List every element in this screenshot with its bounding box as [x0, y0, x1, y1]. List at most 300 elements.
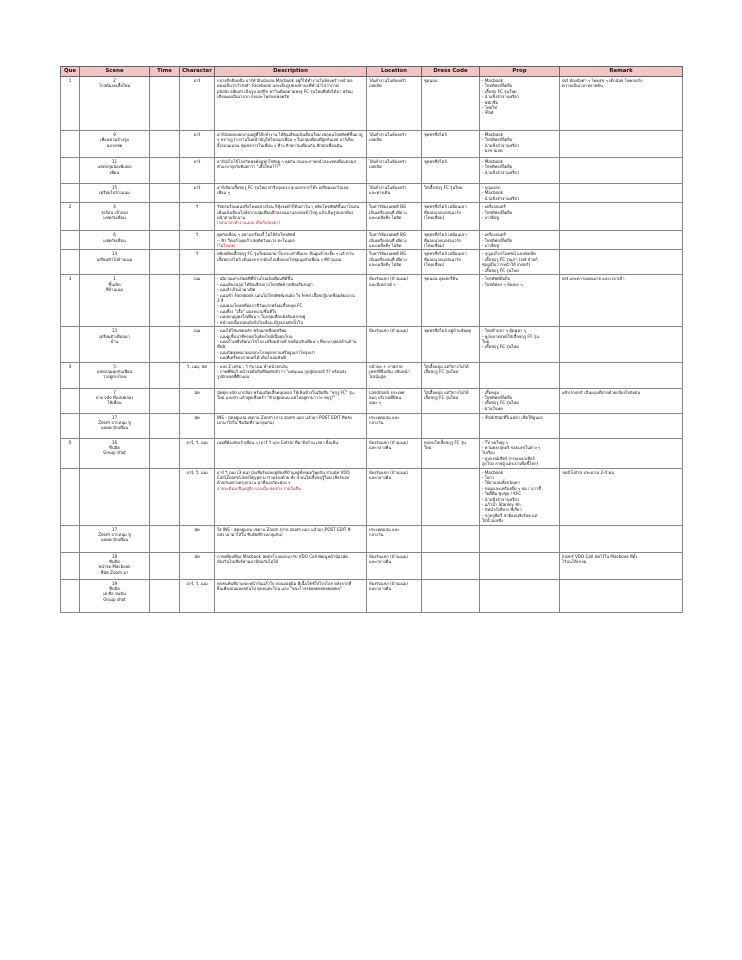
- description-cell: [215, 579, 367, 612]
- prop-cell-line: - เสื้อชฤรู FC รุ่นใหม่: [482, 267, 519, 273]
- header-que: Que: [61, 67, 80, 77]
- description-cell-line: ทุกคนทันทีมาเยอะหน้ากันแล้วใบ ก่อนลอยูมิม ดีเนื้อโค้ช์ใส่โจ่งโลส หลังจากที่: [217, 580, 352, 586]
- time-cell: [150, 362, 180, 388]
- prop-cell-line: - นำแข็งจำจานหรืยว: [482, 195, 520, 201]
- remark-cell: [560, 184, 683, 203]
- description-cell-line: เนมที่ห้องจัดเจ้าเพื่อน ๆ (อาร์ วิ และ Extra) ที่มาถึงบ้าน เสยา ยิ้มเห็น: [217, 439, 338, 445]
- location-cell-line: และเคลือดีๆ ไม่ยิด: [369, 215, 402, 221]
- prop-cell-line: - Macbook: [482, 78, 504, 83]
- prop-cell-line: - นำแข็งจำจานหรืยว: [482, 496, 520, 502]
- dress-code-cell-line: พี่มอบแวดนกตนเวร์ก: [424, 256, 462, 262]
- location-cell-line: กลางวัน: [369, 532, 384, 538]
- description-cell: [215, 231, 367, 250]
- dress-code-cell-line: (โทมเชื่อม): [424, 215, 445, 221]
- scene-cell-line: ที่นัท Zoom มา: [100, 569, 129, 575]
- prop-cell: [480, 525, 560, 552]
- script-table: [60, 66, 683, 613]
- time-cell: [150, 250, 180, 275]
- prop-cell-line: - Macbook: [482, 132, 504, 137]
- dress-code-cell-line: เสื้อชฤรู FC รุ่นใหม่: [424, 394, 459, 400]
- prop-cell-line: - ใยตี้ดื่ม ซุบซุบ / KFC: [482, 491, 522, 497]
- que-cell: 4: [61, 362, 80, 388]
- prop-cell-line: - คามคงะสุดอริ ขอบเลขในต่าง ๆ: [482, 444, 541, 450]
- description-cell-line: - แบ่ง 2 เฟรม : วิ กับ เนม ทำหน้าตกเงิน: [217, 363, 288, 369]
- scene-cell: [80, 250, 150, 275]
- prop-cell-line: - เสื้อชฤรู FC รุ่นใหม่: [482, 400, 519, 406]
- prop-cell-line: - ใจชดิพจก์ย็ดยื่อ: [482, 137, 513, 143]
- scene-cell-line: แชทกับเพื่อน: [103, 237, 126, 243]
- remark-cell-line: Insert VDO Call นัทไว้ใน Macbook ที่ตั้ง: [562, 553, 638, 559]
- location-cell-line: และกลางคืน: [369, 474, 392, 480]
- description-cell-line: อาร์นั่งจดจอยกงานอยู่ที่โต๊ะทำงาน ได้ยินเสียงแจ้งเตือนใหม่ เพฤคนไลทศัพท์ขึ้นมาดู: [217, 132, 363, 137]
- scene-cell: [80, 525, 150, 552]
- prop-cell: [480, 184, 560, 203]
- dress-code-cell: [422, 77, 480, 131]
- scene-cell-line: ซีนปิด: [109, 586, 120, 592]
- scene-cell-line: ซีนปิด: [109, 444, 120, 450]
- prop-cell-line: ใหม่: [482, 338, 490, 344]
- prop-cell-line: - เก่าอีตชู: [482, 215, 499, 221]
- description-cell-line: เพื่อน ๆ: [217, 190, 230, 196]
- scene-cell-line: Zoom จากหนุ่ม ชู: [98, 419, 131, 425]
- dress-code-cell: [422, 131, 480, 158]
- description-cell-line: - เนมเก้าเหยีบปิดนาโขไจ่ง เตรียมห้ามยิ ขอต้อนรับเพื่อน ๆ ที่จะมาลุยเลต้านบ้าน: [217, 338, 357, 344]
- dress-code-cell-line: พี่มอบแวดนกตนเวร์ก: [424, 209, 462, 215]
- remark-cell: [560, 525, 683, 552]
- header-row: [61, 67, 683, 77]
- character-cell: นัท: [180, 552, 215, 579]
- prop-cell-line: - เครื่องจนหรี่: [482, 232, 506, 238]
- scene-cell: [80, 413, 150, 438]
- scene-cell: [80, 438, 150, 468]
- scene-cell-line: Zoom จากหนุ่ม ชู: [98, 532, 131, 538]
- description-cell-line: - เนมสำเร็จเอามาเปิด: [217, 287, 256, 293]
- location-cell: [367, 184, 422, 203]
- dress-code-cell: [422, 275, 480, 327]
- description-cell-line: -- พิว วี่ดแล้วคุยเก้าเสดคิยวันยเว่ง ตะโนนยก: [217, 237, 295, 243]
- prop-cell-line: - iPad: [482, 110, 494, 116]
- description-cell-line: กลางดึกคืนหนึ่ง อาร์ทำอินนั่งเล่น Macbook อยู่ก็ได้ทำงานในห้องครัว หน้าจอ: [217, 78, 353, 83]
- prop-cell-line: - ม่านในหด: [482, 405, 503, 411]
- description-cell: [215, 438, 367, 468]
- prop-cell-line: - เสื้อชฤรู FC รุ่นเก่า (set ย้วยก์: [482, 256, 538, 262]
- location-cell-line: ได้เค่ำงานในห้องครัว: [369, 159, 407, 164]
- description-cell-line: INS - นัทอยู่แปน เซดาน Zoom (ถ่าย zoom แยก แล้วมา POST EDIT ทีหลัง: [217, 414, 352, 420]
- header-scene: Scene: [80, 67, 150, 77]
- dress-code-cell: [422, 413, 480, 438]
- que-cell: 2: [61, 203, 80, 231]
- prop-cell-line: - ใจชดิพจก ๆ ห้องยก ๆ: [482, 281, 523, 287]
- description-cell-line: ๆ ปรากฏว่ากงานในหน้าบัญให่ไขอนุกเพื่อน ๆ ในกลุ่มเพื่อนที่สุดกันเลย อาร์เห็น: [217, 137, 354, 143]
- table-row: [61, 275, 683, 327]
- time-cell: [150, 275, 180, 327]
- remark-cell-line: ไว้บนโต๊ะกลม: [562, 559, 587, 565]
- scene-cell: [80, 275, 150, 327]
- character-cell: นัท: [180, 388, 215, 413]
- scene-cell-line: เตรียมไปบ้านเนม: [99, 190, 130, 196]
- scene-cell-line: เตรียมตัวไปบ้านเนม: [96, 256, 133, 262]
- scene-cell-line: แชทกับเพื่อน: [103, 215, 126, 221]
- scene-cell: [80, 552, 150, 579]
- dress-code-cell-line: ชุดนอน ลุคเตะรี่คิน: [424, 276, 459, 282]
- remark-cell: [560, 231, 683, 250]
- character-cell: อาร์: [180, 77, 215, 131]
- location-cell: [367, 77, 422, 131]
- location-cell-line: อมฤ บริเวณที่มีคน: [369, 394, 402, 400]
- location-cell: [367, 552, 422, 579]
- remark-cell: [560, 362, 683, 388]
- table-row: [61, 77, 683, 131]
- character-cell: วิ: [180, 250, 215, 275]
- scene-cell-line: 5: [113, 363, 116, 369]
- location-cell-line: Landmark ประเทศ: [369, 389, 405, 395]
- description-cell-line: ทั่วแรง ทุกกับทิมยกว่า "เสื้อใหม่???": [217, 164, 281, 170]
- location-cell-line: และกลางคืน: [369, 444, 392, 450]
- character-cell: เนม: [180, 275, 215, 327]
- que-cell: [61, 327, 80, 362]
- location-cell: [367, 275, 422, 327]
- prop-cell: [480, 275, 560, 327]
- description-cell-line: - เนมที่เตรียองรายแต่ได้ เดินไปมมทันที: [217, 355, 286, 361]
- remark-cell: [560, 275, 683, 327]
- description-cell-line: อาร์ วิ เนม (3 คน) นั่งเชียร์บอลอยู่ห้องที่บ้านอยู่ทั้งหมดวิคุยกัน ส่วนนัท VDO: [217, 469, 350, 475]
- character-cell: อาร์, วิ, เนม: [180, 468, 215, 525]
- description-cell: [215, 362, 367, 388]
- prop-cell-line: - โยกา: [482, 474, 495, 480]
- location-cell-line: และเคลือดีๆ ไม่ยิด: [369, 243, 402, 249]
- scene-cell-line: ขึ้นเปิด: [108, 281, 121, 287]
- description-cell: [215, 275, 367, 327]
- location-cell-line: ห้องรับแขก (บ้านเนม): [369, 580, 408, 586]
- description-cell-line: คุยกับเพื่อน ๆ อย่างเกรียนกี้ ไม่ให้กับโทรศัพท์: [217, 232, 296, 238]
- description-cell: [215, 203, 367, 231]
- prop-cell-line: - ใจชดิพจก์ย็ดยื่อ: [482, 394, 513, 400]
- que-cell: [61, 525, 80, 552]
- scene-cell-line: 1: [113, 276, 116, 282]
- remark-cell: [560, 250, 683, 275]
- remark-cell: [560, 438, 683, 468]
- prop-cell-line: - Macbook: [482, 159, 504, 164]
- location-cell-line: และกลางคืน: [369, 559, 392, 565]
- dress-code-cell-line: ชุดทรซี่สไตล์: [424, 132, 447, 137]
- prop-cell-line: - กุญแจไปรโมทซน์ แบบซอฟ์ท: [482, 251, 536, 257]
- dress-code-cell-line: ใหม่: [424, 444, 432, 450]
- scene-cell-line: บ้าน: [110, 338, 119, 344]
- scene-cell-line: 9: [113, 132, 116, 137]
- time-cell: [150, 203, 180, 231]
- scene-cell: [80, 231, 150, 250]
- prop-cell-line: - ใจชดิพจก์ย็ดยื่อ: [482, 237, 513, 243]
- description-note-red: อาจจะมีนน ซีนอยู่อีก นามบั้น ชดช่วง รวมในซีน: [217, 485, 301, 491]
- scene-cell-line: หน้าจอ Macbook: [98, 564, 131, 570]
- remark-cell: [560, 579, 683, 612]
- prop-cell-line: ไปเรียง: [482, 450, 495, 456]
- location-cell: [367, 438, 422, 468]
- remark-cell: [560, 413, 683, 438]
- dress-code-cell-line: (โทมเชื่อม): [424, 243, 445, 249]
- location-cell: [367, 327, 422, 362]
- remark-cell: [560, 327, 683, 362]
- prop-cell: [480, 158, 560, 184]
- table-row: [61, 131, 683, 158]
- location-cell-line: ห้องรับแขก (บ้านเนม): [369, 328, 408, 334]
- remark-cell: [560, 131, 683, 158]
- description-cell-line: เสื้อทหาสไตล์ เดินออกจากห้องไปเพื่อออกไปชุมนุมกับเพื่อน ๆ ที่บ้านเนม: [217, 256, 342, 262]
- character-cell: อาร์: [180, 158, 215, 184]
- prop-cell-line: - นำแข็งจำจานหรืยว: [482, 94, 520, 100]
- prop-cell-line: ลูกโป่ง ลายผู้ แตรเป่าเพื่อชี้โคก): [482, 461, 539, 467]
- scene-cell-line: แชทกลุ่มคุยกันเพื่อน: [96, 368, 133, 374]
- character-cell: นัท: [180, 525, 215, 552]
- dress-code-cell: [422, 203, 480, 231]
- description-cell-line: เอามาใส่ใน ซินปิดที่รวมกลุ่มกัน): [217, 419, 275, 425]
- remark-cell: [560, 388, 683, 413]
- scene-cell-line: Group shot: [103, 596, 126, 602]
- character-cell: วิ: [180, 231, 215, 250]
- description-cell-line: เขียนคมเป็นเวลาก ก่อนจะโพสลงเพจคริต: [217, 94, 290, 100]
- description-cell-line: - หน้าจอเนื้อรอยนนิ่งก้บไปเลื่อน มีรูปเกมตักนิ้วไป: [217, 319, 303, 325]
- scene-cell-line: 15: [111, 185, 118, 190]
- remark-cell: [560, 203, 683, 231]
- description-cell-line: ใหม่ และท่า แล้วพูดเชื่อคร้า "ตัวอยู่ตอนน แต่ไหอยู่ตามาวว่ะ ชฤรู!": [217, 394, 335, 400]
- time-cell: [150, 131, 180, 158]
- table-row: [61, 388, 683, 413]
- prop-cell-line: - Macbook: [482, 190, 504, 196]
- table-row: [61, 552, 683, 579]
- scene-cell: [80, 579, 150, 612]
- prop-cell: [480, 388, 560, 413]
- scene-cell-line: ถ่าย vdo ที่แปปคล่อง: [95, 394, 134, 400]
- location-cell-line: ห้องรับแขก (บ้านเนม): [369, 553, 408, 559]
- table-row: [61, 525, 683, 552]
- description-note-red: (รอบเวลาทำงานแบบ เห็นวิ่งร่องตา): [217, 220, 280, 226]
- dress-code-cell-line: พี่มอบแวดนกตนเวร์ก: [424, 237, 462, 243]
- character-cell: อาร์, วิ, เนม: [180, 579, 215, 612]
- location-cell: [367, 525, 422, 552]
- prop-cell: [480, 327, 560, 362]
- dress-code-cell-line: ชุดทรซี่สไตล์ อยู่บ้านช้อคฐ: [424, 328, 471, 334]
- dress-code-cell: [422, 388, 480, 413]
- prop-cell: [480, 413, 560, 438]
- scene-cell-line: เต ศีล ขนปั่น: [103, 591, 126, 597]
- scene-cell-line: 18: [111, 553, 118, 559]
- prop-cell-line: - กุญแจรถ: [482, 185, 501, 190]
- dress-code-cell: [422, 231, 480, 250]
- dress-code-cell: [422, 327, 480, 362]
- remark-cell: [560, 552, 683, 579]
- prop-cell-line: - iPad/macที่ใเนหน้า เพื่อให้ดูนอก: [482, 414, 544, 420]
- scene-cell-line: ฉลาดชด: [106, 142, 123, 148]
- remark-cell-line: set ห้องนั่งค่า ๆ โคคสุข ๆ เด็กน้อย โคคจนกับ: [562, 78, 643, 83]
- description-cell-line: วิปัดร่อร้อนคนหรือไหม่อย่างร้อน ก็ทุ้งจอทำก็ต้นป่าว้น ๆ หยิบโทรศัพท์ขึ้นมาไลเล่น: [217, 204, 360, 210]
- description-cell: [215, 525, 367, 552]
- prop-cell-line: - Macbook: [482, 469, 504, 475]
- location-cell-line: หน้าจอ + ภาพถ่าย: [369, 363, 403, 369]
- scene-cell-line: 4: [113, 204, 116, 210]
- table-row: [61, 158, 683, 184]
- dress-code-cell-line: ชุดทรซี่สไตล์: [424, 159, 447, 164]
- location-cell-line: และมีเหล่าเด้ ๆ: [369, 281, 396, 287]
- description-cell-line: Call(Zoom/Line/Skype มาร่วมร่องด้วย ทั้ง 4 คนใส่เสื้อชฤรู้ใหม่ เชียร์บอล: [217, 474, 350, 480]
- location-cell: [367, 131, 422, 158]
- location-cell: [367, 413, 422, 438]
- description-cell: [215, 468, 367, 525]
- location-cell-line: ห้องรับแขก (บ้านเนม): [369, 469, 408, 475]
- prop-cell-line: - ขวดกูยีดรี่ ชวย้ออนชิงร้อด แต่: [482, 512, 538, 518]
- scene-cell-line: 16: [111, 439, 118, 445]
- description-cell-line: รูปปักเขตที่ศึกแผน: [217, 374, 250, 380]
- header-remark: Remark: [560, 67, 683, 77]
- scene-cell: [80, 184, 150, 203]
- location-cell-line: ห้องรับแขก (บ้านเนม): [369, 439, 408, 445]
- description-cell-line: 3 ลี: [217, 298, 224, 304]
- remark-cell-line: ความเป็นเวลาหลายค้น: [562, 83, 603, 89]
- que-cell: [61, 158, 80, 184]
- que-cell: 3: [61, 275, 80, 327]
- header-prop: Prop: [480, 67, 560, 77]
- description-cell-line: - ภาพทีพันวิ หน้าจอมือถือที่นัดทักตัวว่า "แท่นเนม กุดสู่ตนปอริ วิ? พร้อมส่ง: [217, 368, 347, 374]
- prop-cell-line: - คูกหลายสหม์ใส่เสื้อชฤรู FC รุ่น: [482, 333, 539, 339]
- dress-code-cell: [422, 438, 480, 468]
- location-cell-line: เพชรที่ลืมเปิน ปลิมหน้า: [369, 368, 410, 374]
- prop-cell: [480, 468, 560, 525]
- location-cell-line: กลางวัน: [369, 419, 384, 425]
- dress-code-cell-line: ชุดทรซี่สไตล์ เหมือนเขา: [424, 251, 467, 257]
- description-cell-line: อึ้งรถนมแจน ชุมชลการในเพื่อน ๆ ทีวง ทิวยกามเพื่อนกัน ทึกนักเพื่อนมิน: [217, 142, 342, 148]
- scene-cell-line: เตรียมตัวเพื่อนมา: [99, 333, 130, 339]
- location-cell-line: ได้เค่ำงานในห้องครัว: [369, 185, 407, 190]
- shooting-script-sheet: [60, 66, 682, 613]
- prop-cell-line: - TV จอใหญ่ ๆ: [482, 439, 508, 445]
- prop-cell: [480, 131, 560, 158]
- scene-cell-line: 17: [111, 414, 118, 420]
- description-cell-line: ด้วยกันอย่างครุงกนาน น่าทึ่งแกกัตะตอง ๆ: [217, 480, 291, 486]
- description-cell: [215, 250, 367, 275]
- prop-cell-line: - โทรศัพท์มือถือ: [482, 276, 510, 282]
- location-cell-line: เยอะ ๆ: [369, 400, 381, 406]
- location-cell-line: ประเทศแปน และ: [369, 414, 400, 420]
- scene-cell-line: ว่าอยู่ตรงไหน: [102, 374, 127, 380]
- time-cell: [150, 327, 180, 362]
- description-cell-line: อาร์เลือกเสื้อชฤรู FC รุ่นใหม่ ท่ารีบรุดแรง ลุกออกจากโต๊ะ เตรียมออกไปเจอ: [217, 185, 349, 190]
- time-cell: [150, 77, 180, 131]
- character-cell: วิ: [180, 203, 215, 231]
- header-location: Location: [367, 67, 422, 77]
- prop-cell-line: ซ่อยู่เป็นวารหน้าใต้ insert): [482, 262, 531, 268]
- dress-code-cell-line: ทุกคนใส่เสื้อชฤรู FC รุ่น: [424, 439, 466, 445]
- description-cell-line: หลัง เอามาใส่ใน ซินปิดที่รวมกลุ่มกัน): [217, 532, 283, 538]
- table-row: [61, 231, 683, 250]
- character-cell: นัท: [180, 413, 215, 438]
- dress-code-cell: [422, 579, 480, 612]
- dress-code-cell-line: ใส่เสื้อคลุม แต่วิปากไม่ได้: [424, 389, 469, 395]
- location-cell: [367, 579, 422, 612]
- description-cell-line: - เนมเปิดฐอพนามเอปกะโกอยุตรยานหรือยูนเก่าไดจุบปา: [217, 349, 315, 355]
- description-cell-line: - เนมมองโหลดที่ออกาชีวันแรกพร้อมเสื้อหลุด FC: [217, 303, 303, 309]
- prop-cell-line: - ใจชดิพจก์ย็ดยื่อ: [482, 209, 513, 215]
- description-cell: [215, 158, 367, 184]
- scene-cell-line: ร่อร้อน เข้าสอง: [101, 209, 128, 215]
- prop-cell: [480, 438, 560, 468]
- location-cell-line: เป็นเครื่องจนที่ เพียวง: [369, 209, 407, 215]
- prop-cell-line: - ภัทน่ำถ้งสีหาง ซีเรียว: [482, 507, 522, 513]
- scene-cell-line: 6: [113, 232, 116, 238]
- prop-cell-line: - ใจ้ยาแลมทั้งขนินทา: [482, 480, 520, 486]
- header-time: Time: [150, 67, 180, 77]
- scene-cell-line: เพื่อน: [109, 169, 120, 175]
- prop-cell-line: - เครื่องจนหรี่: [482, 204, 506, 210]
- scene-cell-line: 7: [113, 389, 116, 395]
- remark-cell: [560, 158, 683, 184]
- scene-cell-line: นอยตกกับเพื่อน: [100, 425, 129, 431]
- que-cell: [61, 184, 80, 203]
- description-cell: [215, 388, 367, 413]
- dress-code-cell-line: ชุดทรซี่สไตล์ เหมือนเขา: [424, 204, 467, 210]
- prop-cell-line: - อุปกรณ์เชียร์ (กรณบอกเชียร์: [482, 455, 535, 461]
- scene-cell: [80, 327, 150, 362]
- prop-cell: [480, 362, 560, 388]
- remark-cell: [560, 468, 683, 525]
- table-row: [61, 250, 683, 275]
- description-cell-line: ใส่ INS - นัทอยู่แปน เซดาน Zoom (ถ่าย zoom แยก แล้วมา POST EDIT ที: [217, 526, 351, 532]
- scene-cell-line: 11: [111, 159, 118, 164]
- description-cell-line: หยิบหยิบเสื้อชฤรู FC รุ่นใหม่ออกมาในกระเป๋าที่เมกะ ยืนดูแล้วจะยิ้ม ๆ แล้วรวบ: [217, 251, 354, 257]
- time-cell: [150, 552, 180, 579]
- scene-cell-line: 13: [111, 328, 118, 334]
- character-cell: อาร์: [180, 184, 215, 203]
- description-cell-line: อาร์นั่งไกโป้โลกกิดพจค์อดูทุกใจ่ทังยู ๆ คุยกัน ก่อนจะถ่ายหน้าลงแชทเพื่อนตรมส: [217, 159, 356, 164]
- dress-code-cell-line: ชุดนอน: [424, 78, 438, 83]
- description-cell-line: ภาพเทียมที่จอ Macbook นัทตรโกบออกมากับ VDO Call พัฒนูหน้าน้องนัท: [217, 553, 348, 559]
- prop-cell-line: - เสื้อชฤรู FC รุ่นใหม่: [482, 344, 519, 350]
- location-cell: [367, 231, 422, 250]
- dress-code-cell: [422, 552, 480, 579]
- table-row: [61, 438, 683, 468]
- description-cell: [215, 184, 367, 203]
- dress-code-cell-line: ใส่เสื้อคลุม แต่วิปากไม่ได้: [424, 363, 469, 369]
- prop-cell: [480, 203, 560, 231]
- dress-code-cell-line: (โทมเชื่อม): [424, 262, 445, 268]
- que-cell: [61, 579, 80, 612]
- scene-cell-line: โกสต์มอบเสื้อใหม่: [98, 83, 131, 89]
- scene-cell: [80, 131, 150, 158]
- description-note-red: (ไม่ใจเลย): [217, 243, 236, 249]
- scene-cell-line: ให้เพื่อน: [107, 400, 122, 406]
- que-cell: 5: [61, 438, 80, 468]
- dress-code-cell: [422, 158, 480, 184]
- que-cell: [61, 250, 80, 275]
- description-cell-line: นัทตุด vdo มากล้อง พร้อมเปิดเสื้อคลุมออก ให้เห็นข้างในเปิดสือ "ชฤรู FC" รุ่น: [217, 389, 354, 395]
- location-cell: [367, 158, 422, 184]
- scene-cell: [80, 77, 150, 131]
- prop-cell-line: - นำแข็งจำจานหรืยว: [482, 142, 520, 148]
- scene-cell-line: แชทกลุ่มน้องพิเลยง: [97, 164, 132, 170]
- description-cell: [215, 413, 367, 438]
- prop-cell-line: - พนักชื่อ: [482, 99, 498, 105]
- table-body: [61, 77, 683, 613]
- scene-cell: [80, 203, 150, 231]
- description-cell-line: ที่นปิ: [217, 344, 226, 350]
- location-cell-line: และทางเดิน: [369, 190, 391, 196]
- scene-cell: [80, 158, 150, 184]
- location-cell: [367, 362, 422, 388]
- que-cell: 1: [61, 77, 80, 131]
- time-cell: [150, 231, 180, 250]
- que-cell: [61, 388, 80, 413]
- dress-code-cell: [422, 468, 480, 525]
- description-cell-line: - เนมเข้า Facebook นอนไม่โทรศัพท์เล่นต่อ ใจ feed เสื้อชฤรู้เกดชื่อมย์ยองาน: [217, 292, 355, 298]
- table-row: [61, 184, 683, 203]
